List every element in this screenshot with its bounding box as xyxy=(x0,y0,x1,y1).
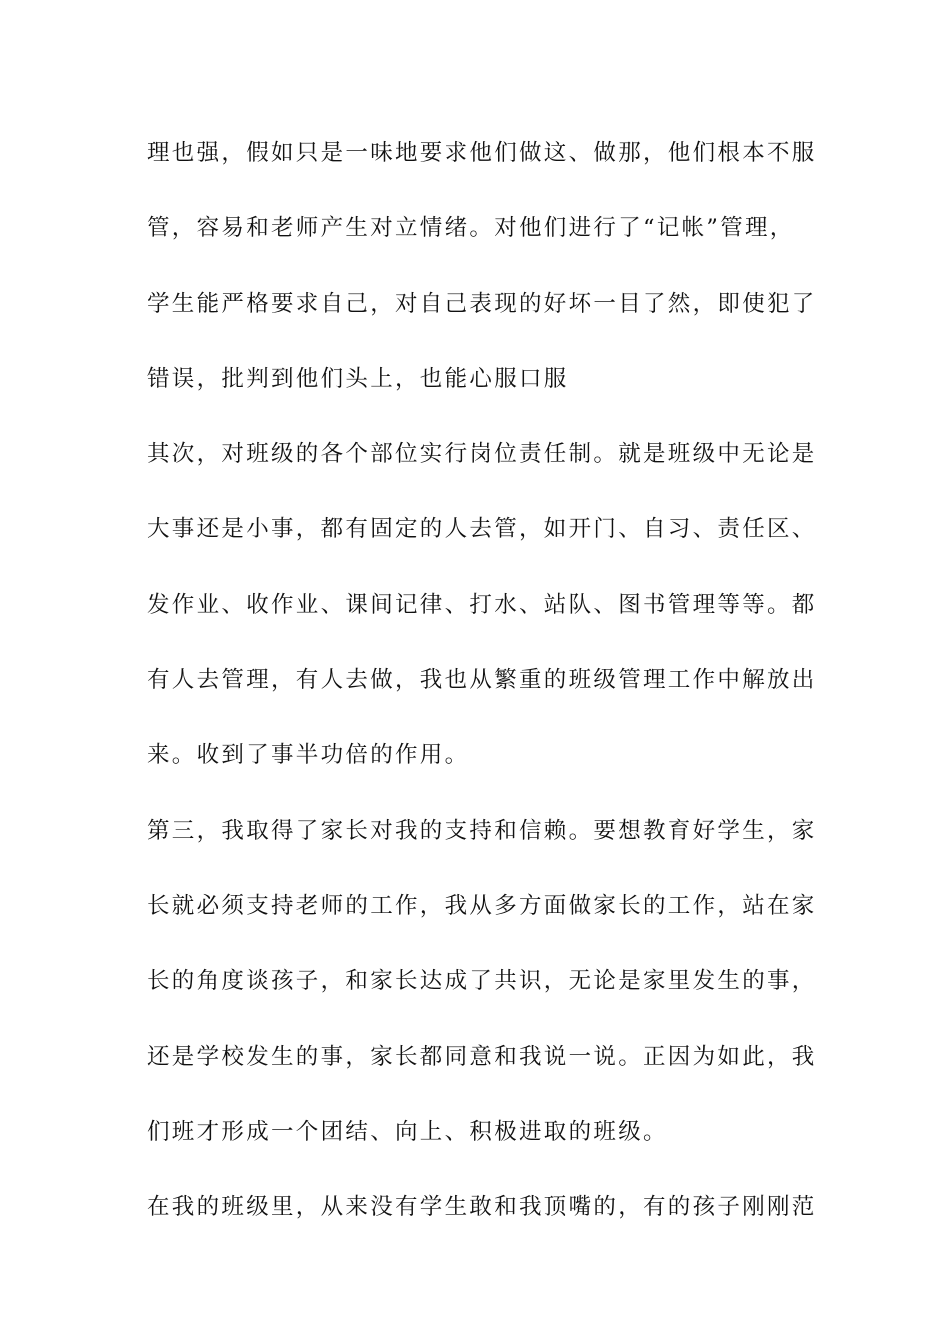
text-line: 还是学校发生的事，家长都同意和我说一说。正因为如此，我 xyxy=(147,1043,817,1070)
text-line: 学生能严格要求自己，对自己表现的好坏一目了然，即使犯了 xyxy=(147,290,817,317)
text-line: 大事还是小事，都有固定的人去管，如开门、自习、责任区、 xyxy=(147,516,817,543)
text-line: 长的角度谈孩子，和家长达成了共识，无论是家里发生的事， xyxy=(147,968,817,995)
text-line: 来。收到了事半功倍的作用。 xyxy=(147,742,470,769)
text-line: 其次，对班级的各个部位实行岗位责任制。就是班级中无论是 xyxy=(147,441,817,468)
text-line: 在我的班级里，从来没有学生敢和我顶嘴的，有的孩子刚刚范 xyxy=(147,1194,817,1221)
text-line: 们班才形成一个团结、向上、积极进取的班级。 xyxy=(147,1118,668,1145)
text-line: 长就必须支持老师的工作，我从多方面做家长的工作，站在家 xyxy=(147,892,817,919)
document-body xyxy=(147,131,817,1260)
text-line: 管，容易和老师产生对立情绪。对他们进行了“记帐”管理， xyxy=(147,215,795,242)
text-line: 第三，我取得了家长对我的支持和信赖。要想教育好学生，家 xyxy=(147,817,817,844)
text-line: 理也强，假如只是一味地要求他们做这、做那，他们根本不服 xyxy=(147,140,817,166)
text-line: 错误，批判到他们头上，也能心服口服 xyxy=(147,365,569,392)
text-line: 有人去管理，有人去做，我也从繁重的班级管理工作中解放出 xyxy=(147,667,817,694)
text-line: 发作业、收作业、课间记律、打水、站队、图书管理等等。都 xyxy=(147,591,817,618)
